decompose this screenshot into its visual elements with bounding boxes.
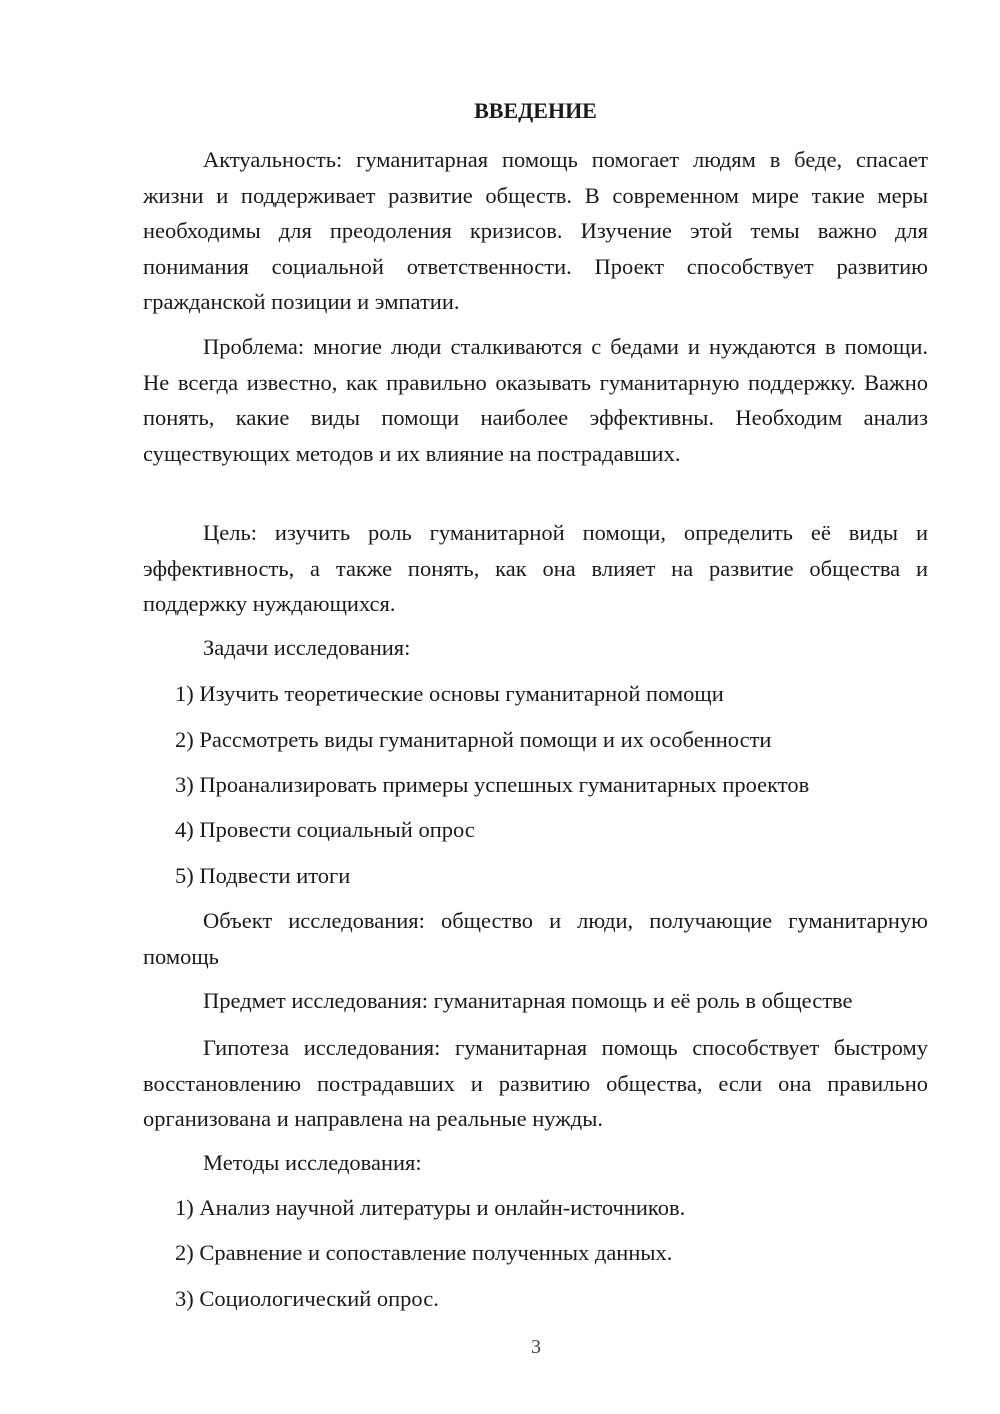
task-item-1: 1) Изучить теоретические основы гуманитарной помощи	[175, 681, 724, 706]
goal-paragraph: Цель: изучить роль гуманитарной помощи, определить её виды и эффективность, а также понять, как она влияет на развитие общества и поддержку нуждающихся.	[143, 520, 928, 616]
hypothesis-paragraph: Гипотеза исследования: гуманитарная помощь способствует быстрому восстановлению пострадавших и развитию общества, если она правильно организована и направлена на реальные нужды.	[143, 1035, 928, 1131]
method-item-3: 3) Социологический опрос.	[175, 1286, 439, 1311]
problem-paragraph: Проблема: многие люди сталкиваются с бедами и нуждаются в помощи. Не всегда известно, как правильно оказывать гуманитарную поддержку. Важно понять, какие виды помощи наиболее эффективны. Необходим анализ существующих методов и их влияние на пострадавших.	[143, 334, 928, 466]
methods-heading: Методы исследования:	[203, 1150, 422, 1175]
page-number: 3	[531, 1336, 541, 1358]
object-paragraph: Объект исследования: общество и люди, получающие гуманитарную помощь	[143, 908, 928, 969]
task-item-3: 3) Проанализировать примеры успешных гуманитарных проектов	[175, 772, 810, 797]
task-item-2: 2) Рассмотреть виды гуманитарной помощи и их особенности	[175, 727, 772, 752]
method-item-1: 1) Анализ научной литературы и онлайн-источников.	[175, 1195, 686, 1220]
relevance-paragraph: Актуальность: гуманитарная помощь помогает людям в беде, спасает жизни и поддерживает развитие обществ. В современном мире такие меры необходимы для преодоления кризисов. Изучение этой темы важно для понимания социальной ответственности. Проект способствует развитию гражданской позиции и эмпатии.	[143, 147, 928, 314]
tasks-heading: Задачи исследования:	[203, 635, 411, 660]
task-item-5: 5) Подвести итоги	[175, 863, 351, 888]
page-title: ВВЕДЕНИЕ	[474, 98, 597, 123]
task-item-4: 4) Провести социальный опрос	[175, 817, 475, 842]
method-item-2: 2) Сравнение и сопоставление полученных данных.	[175, 1240, 673, 1265]
subject-line: Предмет исследования: гуманитарная помощь и её роль в обществе	[203, 988, 853, 1013]
